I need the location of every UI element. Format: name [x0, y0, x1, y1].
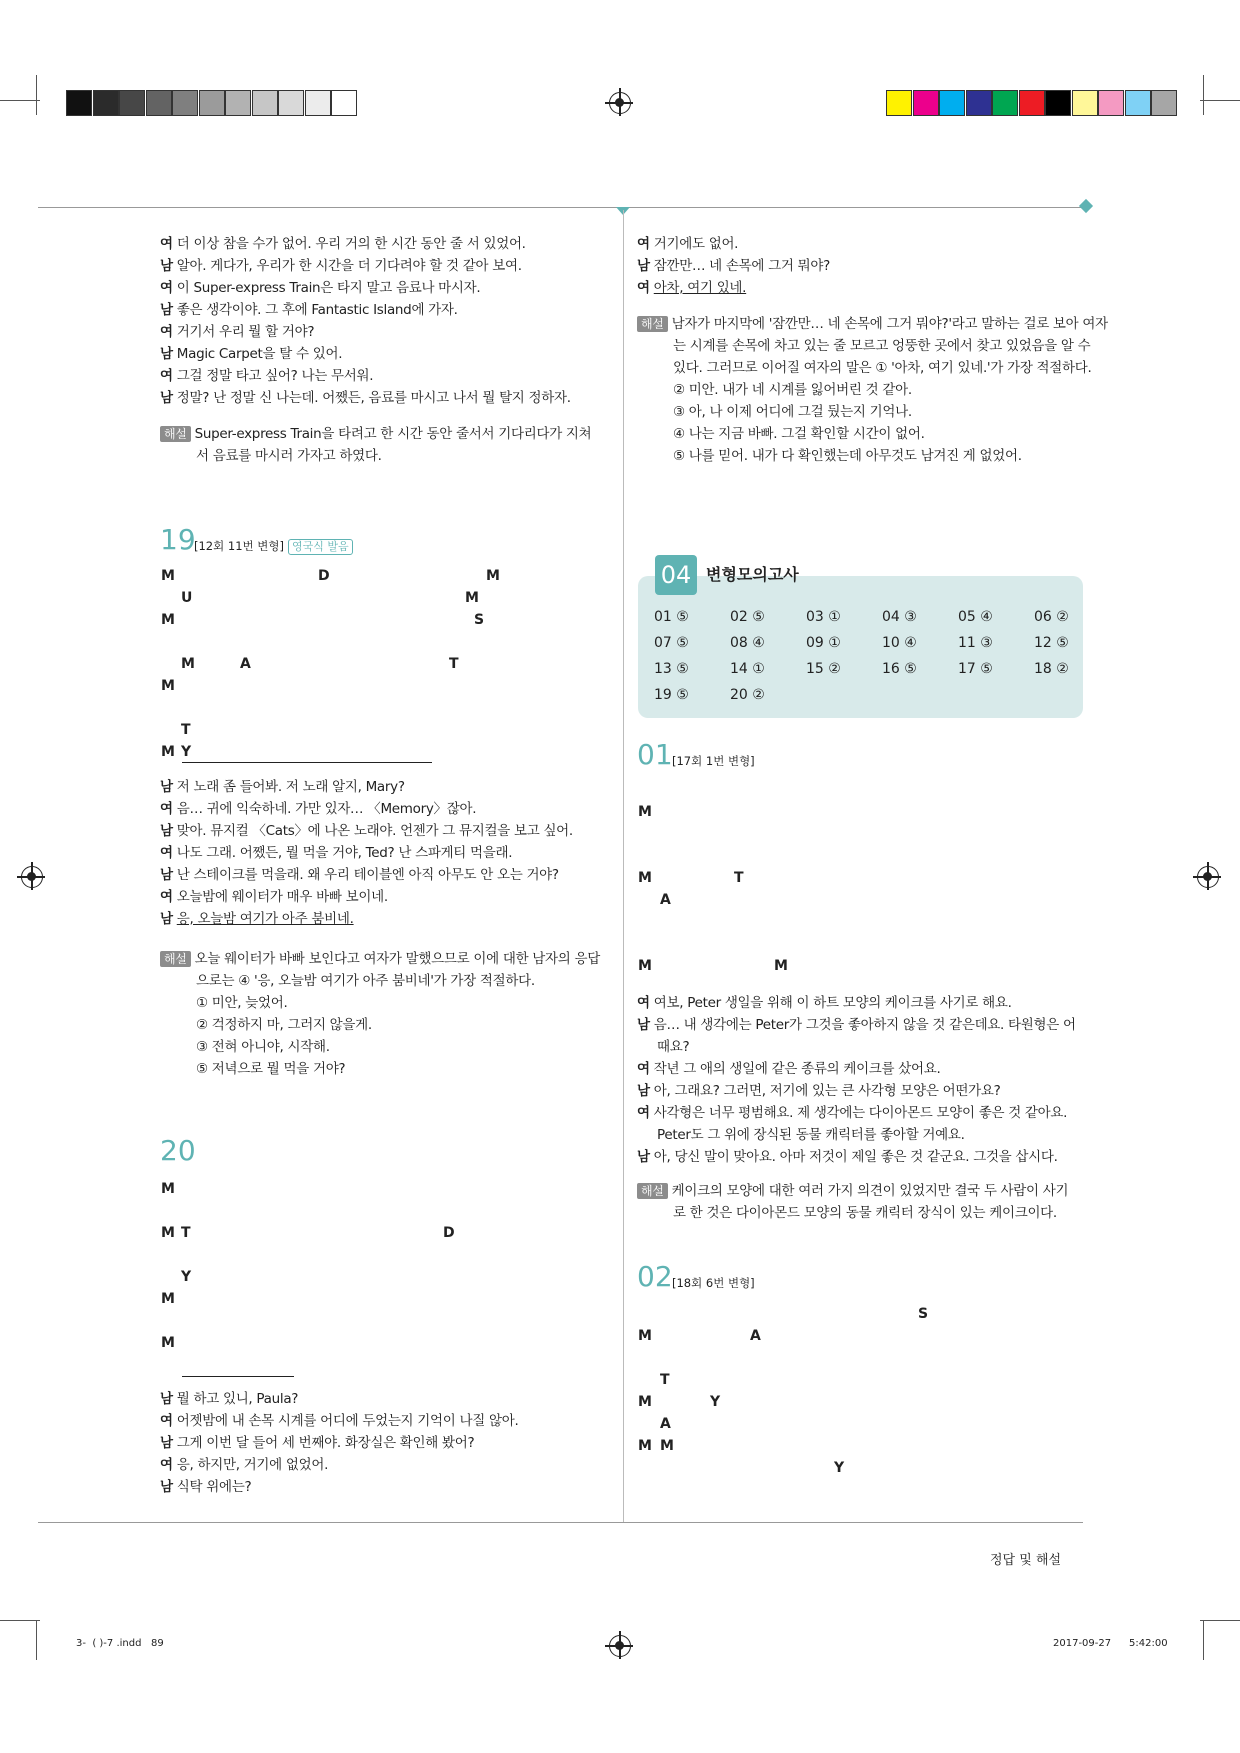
- answer-item: 12 ⑤: [1034, 635, 1069, 651]
- dialog-text: 뭘 하고 있니, Paula?: [176, 1391, 299, 1407]
- color-swatch: [1072, 90, 1098, 116]
- color-swatch: [966, 90, 992, 116]
- gray-swatch: [172, 90, 198, 116]
- print-time: 5:42:00: [1129, 1638, 1168, 1649]
- dialog-line: [160, 1388, 298, 1410]
- dialog-text: 그게 이번 달 들어 세 번째야. 화장실은 확인해 봤어?: [176, 1435, 475, 1451]
- print-date: 2017-09-27: [1053, 1638, 1112, 1649]
- answer-item: 10 ④: [882, 635, 917, 651]
- speaker-label: 여: [160, 368, 173, 384]
- explanation-badge: 해설: [637, 1183, 668, 1199]
- dialog-line: [160, 1410, 518, 1432]
- dialog-line: [160, 908, 354, 930]
- english-fragment: A: [660, 892, 671, 908]
- english-fragment: M: [161, 612, 175, 628]
- answer-item: 03 ①: [806, 609, 841, 625]
- registration-mark-icon: [609, 92, 631, 114]
- answer-item: 04 ③: [882, 609, 917, 625]
- color-swatch: [1098, 90, 1124, 116]
- english-fragment: M: [638, 870, 652, 886]
- dialog-line: [160, 776, 405, 798]
- header-diamond-icon: [1079, 199, 1093, 213]
- dialog-line: [160, 343, 342, 365]
- crop-mark: [1203, 1620, 1204, 1660]
- question-tag: [18회 6번 변형]: [672, 1276, 755, 1290]
- answer-item: 09 ①: [806, 635, 841, 651]
- color-swatch: [1045, 90, 1071, 116]
- question-tag: [17회 1번 변형]: [672, 754, 755, 768]
- dialog-text: 작년 그 애의 생일에 같은 종류의 케이크를 샀어요.: [653, 1061, 941, 1077]
- explanation: 해설 Super-express Train을 타려고 한 시간 동안 줄서서 기다리다가 지쳐: [160, 423, 591, 445]
- speaker-label: 남: [160, 390, 173, 406]
- speaker-label: 여: [160, 324, 173, 340]
- color-swatch: [1019, 90, 1045, 116]
- dialog-text: 거기서 우리 뭘 할 거야?: [176, 324, 315, 340]
- answer-blank: [182, 762, 432, 763]
- color-swatch: [913, 90, 939, 116]
- explanation: 해설 오늘 웨이터가 바빠 보인다고 여자가 말했으므로 이에 대한 남자의 응답: [160, 948, 600, 970]
- dialog-text: 아, 당신 말이 맞아요. 아마 저것이 제일 좋은 것 같군요. 그것을 삽시다.: [653, 1149, 1058, 1165]
- dialog-line: [160, 1476, 251, 1498]
- speaker-label: 남: [637, 258, 650, 274]
- english-fragment: M: [638, 958, 652, 974]
- english-fragment: A: [660, 1416, 671, 1432]
- option-line: ③ 전혀 아니야, 시작해.: [196, 1039, 330, 1055]
- gray-swatch: [305, 90, 331, 116]
- speaker-label: 여: [637, 236, 650, 252]
- english-fragment: S: [474, 612, 485, 628]
- explanation: 해설 케이크의 모양에 대한 여러 가지 의견이 있었지만 결국 두 사람이 사기: [637, 1180, 1068, 1202]
- crop-mark: [36, 1620, 37, 1660]
- dialog-text: 난 스테이크를 먹을래. 왜 우리 테이블엔 아직 아무도 안 오는 거야?: [176, 867, 559, 883]
- answer-panel: [638, 576, 1083, 718]
- gray-swatch: [119, 90, 145, 116]
- crop-mark: [0, 1620, 40, 1621]
- speaker-label: 여: [160, 889, 173, 905]
- speaker-label: 남: [160, 823, 173, 839]
- answer-panel-number: 04: [655, 555, 697, 595]
- dialog-text: 아차, 여기 있네.: [653, 280, 747, 296]
- gray-swatch: [225, 90, 251, 116]
- crop-mark: [1200, 100, 1240, 101]
- speaker-label: 여: [637, 280, 650, 296]
- english-fragment: M: [638, 1328, 652, 1344]
- crop-mark: [0, 100, 40, 101]
- dialog-text: 정말? 난 정말 신 나는데. 어쨌든, 음료를 마시고 나서 뭘 탈지 정하자.: [176, 390, 571, 406]
- explanation-badge: 해설: [160, 426, 191, 442]
- speaker-label: 남: [637, 1083, 650, 1099]
- dialog-text: 음… 내 생각에는 Peter가 그것을 좋아하지 않을 것 같은데요. 타원형은 어: [653, 1017, 1076, 1033]
- option-line: ② 걱정하지 마, 그러지 않을게.: [196, 1017, 372, 1033]
- dialog-line: [160, 1432, 474, 1454]
- english-fragment: M: [638, 1438, 652, 1454]
- answer-item: 11 ③: [958, 635, 993, 651]
- dialog-text: 거기에도 없어.: [653, 236, 739, 252]
- speaker-label: 남: [637, 1149, 650, 1165]
- answer-item: 17 ⑤: [958, 661, 993, 677]
- english-fragment: M: [181, 656, 195, 672]
- question-number: 19: [160, 523, 196, 556]
- speaker-label: 여: [637, 995, 650, 1011]
- answer-blank: [182, 1376, 294, 1377]
- dialog-text: 알아. 게다가, 우리가 한 시간을 더 기다려야 할 것 같아 보여.: [176, 258, 522, 274]
- dialog-text: 오늘밤에 웨이터가 매우 바빠 보이네.: [176, 889, 388, 905]
- speaker-label: 여: [160, 1413, 173, 1429]
- option-line: ① 미안, 늦었어.: [196, 995, 288, 1011]
- speaker-label: 남: [160, 346, 173, 362]
- answer-item: 06 ②: [1034, 609, 1069, 625]
- dialog-text: Peter도 그 위에 장식된 동물 캐릭터를 좋아할 거예요.: [657, 1127, 965, 1143]
- english-fragment: T: [449, 656, 459, 672]
- dialog-line: [160, 255, 522, 277]
- english-fragment: A: [750, 1328, 761, 1344]
- english-fragment: M: [161, 1335, 175, 1351]
- speaker-label: 여: [637, 1061, 650, 1077]
- speaker-label: 여: [160, 1457, 173, 1473]
- dialog-text: 좋은 생각이야. 그 후에 Fantastic Island에 가자.: [176, 302, 458, 318]
- explanation: 해설 남자가 마지막에 '잠깐만… 네 손목에 그거 뭐야?'라고 말하는 걸로 보아 여자: [637, 313, 1108, 335]
- speaker-label: 남: [160, 1479, 173, 1495]
- answer-item: 15 ②: [806, 661, 841, 677]
- english-fragment: M: [486, 568, 500, 584]
- answer-item: 07 ⑤: [654, 635, 689, 651]
- color-swatch: [1151, 90, 1177, 116]
- dialog-text: 이 Super-express Train은 타지 말고 음료나 마시자.: [176, 280, 481, 296]
- dialog-line: [160, 365, 373, 387]
- dialog-line: [160, 820, 573, 842]
- dialog-text: 응, 오늘밤 여기가 아주 붐비네.: [176, 911, 354, 927]
- explanation-badge: 해설: [637, 316, 668, 332]
- dialog-line: [160, 1454, 328, 1476]
- answer-item: 13 ⑤: [654, 661, 689, 677]
- dialog-text: 사각형은 너무 평범해요. 제 생각에는 다이아몬드 모양이 좋은 것 같아요.: [653, 1105, 1068, 1121]
- option-line: ⑤ 나를 믿어. 내가 다 확인했는데 아무것도 남겨진 게 없었어.: [673, 448, 1022, 464]
- page-label: 정답 및 해설: [990, 1553, 1062, 1568]
- dialog-text: 아, 그래요? 그러면, 저기에 있는 큰 사각형 모양은 어떤가요?: [653, 1083, 1001, 1099]
- answer-item: 18 ②: [1034, 661, 1069, 677]
- color-swatch: [992, 90, 1018, 116]
- dialog-text: 나도 그래. 어쨌든, 뭘 먹을 거야, Ted? 난 스파게티 먹을래.: [176, 845, 513, 861]
- answer-item: 19 ⑤: [654, 687, 689, 703]
- crop-mark: [1203, 75, 1204, 115]
- option-line: ④ 나는 지금 바빠. 그걸 확인할 시간이 없어.: [673, 426, 925, 442]
- explanation-badge: 해설: [160, 951, 191, 967]
- english-fragment: M: [161, 1181, 175, 1197]
- english-fragment: M: [161, 1225, 175, 1241]
- footer-rule: [38, 1522, 1083, 1523]
- explanation: 서 음료를 마시러 가자고 하였다.: [196, 448, 382, 464]
- english-fragment: D: [443, 1225, 455, 1241]
- explanation: 있다. 그러므로 이어질 여자의 말은 ① '아차, 여기 있네.'가 가장 적절하다.: [673, 360, 1092, 376]
- answer-item: 08 ④: [730, 635, 765, 651]
- question-number: 02: [637, 1260, 673, 1293]
- option-line: ② 미안. 내가 네 시계를 잃어버린 것 같아.: [673, 382, 912, 398]
- english-fragment: M: [161, 744, 175, 760]
- speaker-label: 여: [160, 236, 173, 252]
- answer-item: 05 ④: [958, 609, 993, 625]
- dialog-line: [657, 1036, 689, 1058]
- english-fragment: M: [161, 568, 175, 584]
- dialog-text: 응, 하지만, 거기에 없었어.: [176, 1457, 329, 1473]
- dialog-text: 여보, Peter 생일을 위해 이 하트 모양의 케이크를 사기로 해요.: [653, 995, 1012, 1011]
- dialog-line: [160, 886, 388, 908]
- dialog-line: [160, 321, 314, 343]
- gray-swatch: [331, 90, 357, 116]
- english-fragment: M: [465, 590, 479, 606]
- option-line: ③ 아, 나 이제 어디에 그걸 뒀는지 기억나.: [673, 404, 912, 420]
- speaker-label: 여: [160, 280, 173, 296]
- explanation: 는 시계를 손목에 차고 있는 줄 모르고 엉뚱한 곳에서 찾고 있었음을 알 수: [673, 338, 1091, 354]
- dialog-line: [160, 864, 559, 886]
- english-fragment: T: [734, 870, 744, 886]
- dialog-text: 식탁 위에는?: [176, 1479, 252, 1495]
- dialog-line: [637, 1102, 1067, 1124]
- color-swatch: [886, 90, 912, 116]
- file-slug: 3- ( )-7 .indd 89: [76, 1638, 164, 1649]
- registration-mark-icon: [609, 1635, 631, 1657]
- dialog-line: [160, 387, 571, 409]
- dialog-line: [637, 1058, 941, 1080]
- dialog-line: [637, 1014, 1076, 1036]
- accent-tag: 영국식 발음: [288, 539, 353, 555]
- dialog-text: 그걸 정말 타고 싶어? 나는 무서워.: [176, 368, 374, 384]
- speaker-label: 여: [637, 1105, 650, 1121]
- answer-item: 02 ⑤: [730, 609, 765, 625]
- english-fragment: M: [774, 958, 788, 974]
- gray-swatch: [252, 90, 278, 116]
- english-fragment: M: [638, 1394, 652, 1410]
- english-fragment: T: [181, 1225, 191, 1241]
- question-tag: [12회 11번 변형] 영국식 발음: [194, 539, 353, 555]
- dialog-text: 음… 귀에 익숙하네. 가만 있자… 〈Memory〉잖아.: [176, 801, 477, 817]
- english-fragment: M: [660, 1438, 674, 1454]
- dialog-line: [637, 1146, 1058, 1168]
- dialog-line: [637, 1080, 1000, 1102]
- answer-panel-title: 변형모의고사: [706, 565, 799, 584]
- dialog-line: [160, 842, 512, 864]
- dialog-text: 저 노래 좀 들어봐. 저 노래 알지, Mary?: [176, 779, 405, 795]
- dialog-line: [160, 233, 526, 255]
- dialog-text: Magic Carpet을 탈 수 있어.: [176, 346, 343, 362]
- answer-item: 14 ①: [730, 661, 765, 677]
- gray-swatch: [93, 90, 119, 116]
- dialog-line: [637, 277, 746, 299]
- dialog-line: [637, 233, 738, 255]
- column-divider: [623, 210, 624, 1522]
- english-fragment: Y: [710, 1394, 721, 1410]
- gray-swatch: [278, 90, 304, 116]
- gray-swatch: [146, 90, 172, 116]
- dialog-line: [657, 1124, 965, 1146]
- speaker-label: 남: [160, 911, 173, 927]
- dialog-text: 때요?: [657, 1039, 690, 1055]
- speaker-label: 남: [160, 779, 173, 795]
- speaker-label: 여: [160, 845, 173, 861]
- english-fragment: Y: [181, 744, 192, 760]
- registration-mark-icon: [21, 866, 43, 888]
- answer-item: 20 ②: [730, 687, 765, 703]
- english-fragment: M: [638, 804, 652, 820]
- question-number: 01: [637, 738, 673, 771]
- speaker-label: 남: [637, 1017, 650, 1033]
- answer-item: 01 ⑤: [654, 609, 689, 625]
- english-fragment: T: [660, 1372, 670, 1388]
- color-swatch: [939, 90, 965, 116]
- english-fragment: M: [161, 1291, 175, 1307]
- speaker-label: 여: [160, 801, 173, 817]
- header-rule: [38, 207, 1088, 208]
- dialog-text: 더 이상 참을 수가 없어. 우리 거의 한 시간 동안 줄 서 있었어.: [176, 236, 526, 252]
- gray-swatch: [199, 90, 225, 116]
- speaker-label: 남: [160, 1435, 173, 1451]
- crop-mark: [36, 75, 37, 115]
- dialog-line: [637, 255, 830, 277]
- dialog-line: [160, 277, 480, 299]
- option-line: ⑤ 저녁으로 뭘 먹을 거야?: [196, 1061, 346, 1077]
- dialog-line: [160, 798, 476, 820]
- english-fragment: Y: [181, 1269, 192, 1285]
- english-fragment: Y: [834, 1460, 845, 1476]
- question-number: 20: [160, 1134, 196, 1167]
- english-fragment: A: [240, 656, 251, 672]
- crop-mark: [1200, 1620, 1240, 1621]
- gray-swatch: [66, 90, 92, 116]
- answer-item: 16 ⑤: [882, 661, 917, 677]
- explanation: 으로는 ④ '응, 오늘밤 여기가 아주 붐비네'가 가장 적절하다.: [196, 973, 535, 989]
- speaker-label: 남: [160, 867, 173, 883]
- english-fragment: T: [181, 722, 191, 738]
- speaker-label: 남: [160, 302, 173, 318]
- speaker-label: 남: [160, 1391, 173, 1407]
- color-swatch: [1125, 90, 1151, 116]
- english-fragment: D: [318, 568, 330, 584]
- english-fragment: S: [918, 1306, 929, 1322]
- dialog-line: [637, 992, 1012, 1014]
- speaker-label: 남: [160, 258, 173, 274]
- english-fragment: M: [161, 678, 175, 694]
- dialog-text: 맞아. 뮤지컬 〈Cats〉에 나온 노래야. 언젠가 그 뮤지컬을 보고 싶어.: [176, 823, 573, 839]
- explanation: 로 한 것은 다이아몬드 모양의 동물 캐릭터 장식이 있는 케이크이다.: [673, 1205, 1057, 1221]
- registration-mark-icon: [1197, 866, 1219, 888]
- dialog-line: [160, 299, 458, 321]
- dialog-text: 어젯밤에 내 손목 시계를 어디에 두었는지 기억이 나질 않아.: [176, 1413, 519, 1429]
- dialog-text: 잠깐만… 네 손목에 그거 뭐야?: [653, 258, 830, 274]
- english-fragment: U: [181, 590, 193, 606]
